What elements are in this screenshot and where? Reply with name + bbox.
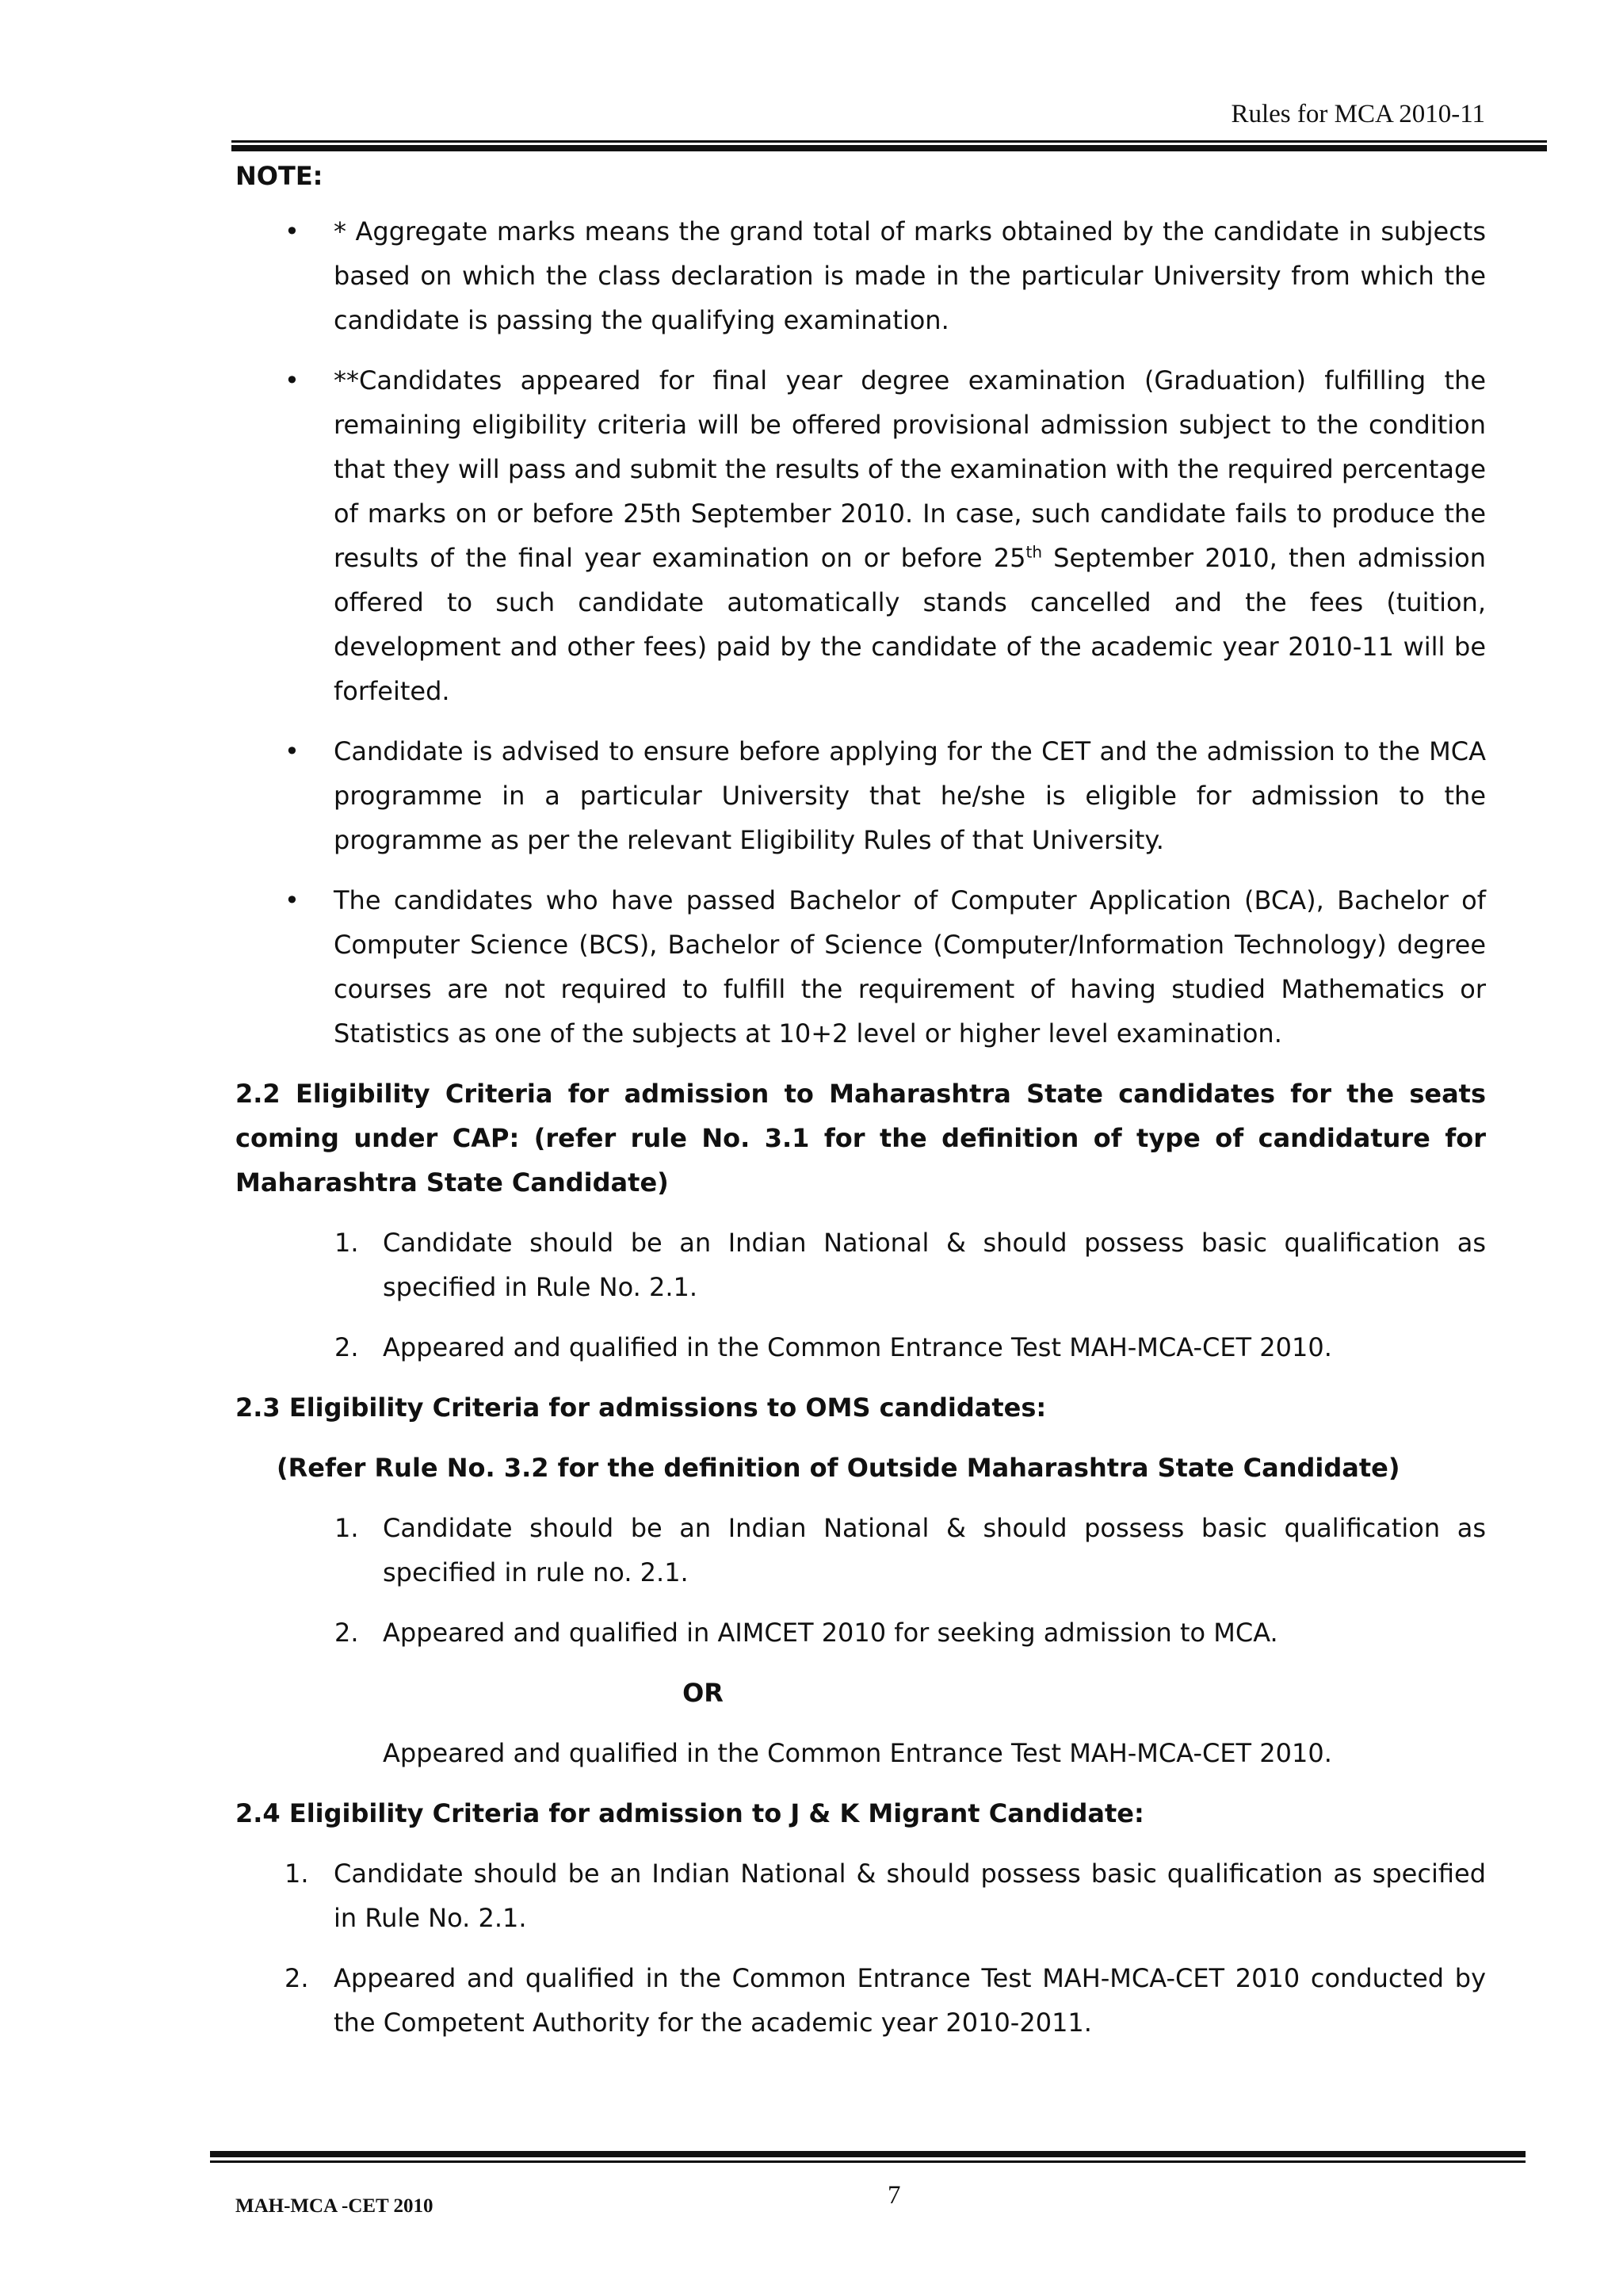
section-2-3-item-1	[235, 1506, 1486, 1595]
section-2-3-alternative: Appeared and qualified in the Common Entrance Test MAH-MCA-CET 2010.	[383, 1738, 1332, 1768]
item-text: Appeared and qualified in AIMCET 2010 for seeking admission to MCA.	[383, 1618, 1278, 1648]
running-header-title: Rules for MCA 2010-11	[1231, 100, 1485, 128]
bullet-icon: •	[285, 216, 300, 246]
item-text: Candidate should be an Indian National & should possess basic qualification as specified in Rule No. 2.1.	[334, 1859, 1486, 1933]
item-number: 1.	[334, 1513, 359, 1543]
section-2-4-item-1	[235, 1851, 1486, 1940]
item-text: Appeared and qualified in the Common Entrance Test MAH-MCA-CET 2010 conducted by the Competent Authority for the academic year 2010-2011.	[334, 1963, 1486, 2038]
item-number: 1.	[334, 1228, 359, 1258]
section-2-3-item-2	[235, 1610, 1486, 1655]
bullet-icon: •	[285, 365, 300, 395]
bullet-icon: •	[285, 885, 300, 915]
page-number: 7	[888, 2181, 901, 2210]
note-bullet-4	[235, 878, 1486, 1056]
note-bullet-text: Candidate is advised to ensure before applying for the CET and the admission to the MCA programme in a particular University that he/she is eligible for admission to the programme as per the relevant Eligibility Rules of that University.	[334, 736, 1486, 855]
item-text: Appeared and qualified in the Common Entrance Test MAH-MCA-CET 2010.	[383, 1332, 1332, 1362]
or-separator: OR	[682, 1678, 724, 1708]
note-bullet-text: **Candidates appeared for final year degree examination (Graduation) fulfilling the remaining eligibility criteria will be offered provisional admission subject to the condition that they will pass and submit the results of the examination with the required percentage of marks on or before 25th September 2010. In case, such candidate fails to produce the results of the final year examination on or before 25	[334, 365, 1486, 573]
section-2-3-subheading: (Refer Rule No. 3.2 for the definition of Outside Maharashtra State Candidate)	[277, 1453, 1400, 1483]
note-bullet-2	[235, 358, 1486, 713]
header-rule-thick	[231, 145, 1547, 151]
item-number: 2.	[285, 1963, 309, 1993]
section-2-4-item-2	[235, 1956, 1486, 2045]
page-content	[235, 159, 1486, 2061]
note-bullet-text: The candidates who have passed Bachelor of Computer Application (BCA), Bachelor of Computer Science (BCS), Bachelor of Science (Computer/Information Technology) degree courses are not required to fulfill the requirement of having studied Mathematics or Statistics as one of the subjects at 10+2 level or higher level examination.	[334, 885, 1486, 1049]
item-number: 2.	[334, 1332, 359, 1362]
note-bullet-text: * Aggregate marks means the grand total of marks obtained by the candidate in subjects based on which the class declaration is made in the particular University from which the candidate is passing the qualifying examination.	[334, 216, 1486, 335]
ordinal-superscript: th	[1025, 542, 1043, 562]
item-number: 1.	[285, 1859, 309, 1889]
item-text: Candidate should be an Indian National & should possess basic qualification as specified in Rule No. 2.1.	[383, 1228, 1486, 1302]
footer-rule-thick	[210, 2151, 1526, 2157]
section-2-4-heading: 2.4 Eligibility Criteria for admission to J & K Migrant Candidate:	[235, 1798, 1144, 1828]
section-2-3-heading: 2.3 Eligibility Criteria for admissions to OMS candidates:	[235, 1392, 1047, 1423]
footer-rule-thin	[210, 2160, 1526, 2163]
section-2-2-heading: 2.2 Eligibility Criteria for admission to Maharashtra State candidates for the seats coming under CAP: (refer rule No. 3.1 for the definition of type of candidature for Maharashtra State Candidate)	[235, 1079, 1486, 1198]
footer-document-title: MAH-MCA -CET 2010	[235, 2195, 433, 2217]
note-bullet-1	[235, 209, 1486, 342]
section-2-2-item-1	[235, 1221, 1486, 1309]
section-2-2-item-2	[235, 1325, 1486, 1370]
note-heading: NOTE:	[235, 161, 323, 191]
item-number: 2.	[334, 1618, 359, 1648]
note-bullet-text-tail: September 2010, then admission offered to such candidate automatically stands cancelled and the fees (tuition, development and other fees) paid by the candidate of the academic year 2010-11 will be forfeited.	[334, 543, 1487, 706]
note-bullet-3	[235, 729, 1486, 862]
bullet-icon: •	[285, 736, 300, 766]
header-rule-thin	[231, 140, 1547, 143]
item-text: Candidate should be an Indian National & should possess basic qualification as specified in rule no. 2.1.	[383, 1513, 1486, 1587]
